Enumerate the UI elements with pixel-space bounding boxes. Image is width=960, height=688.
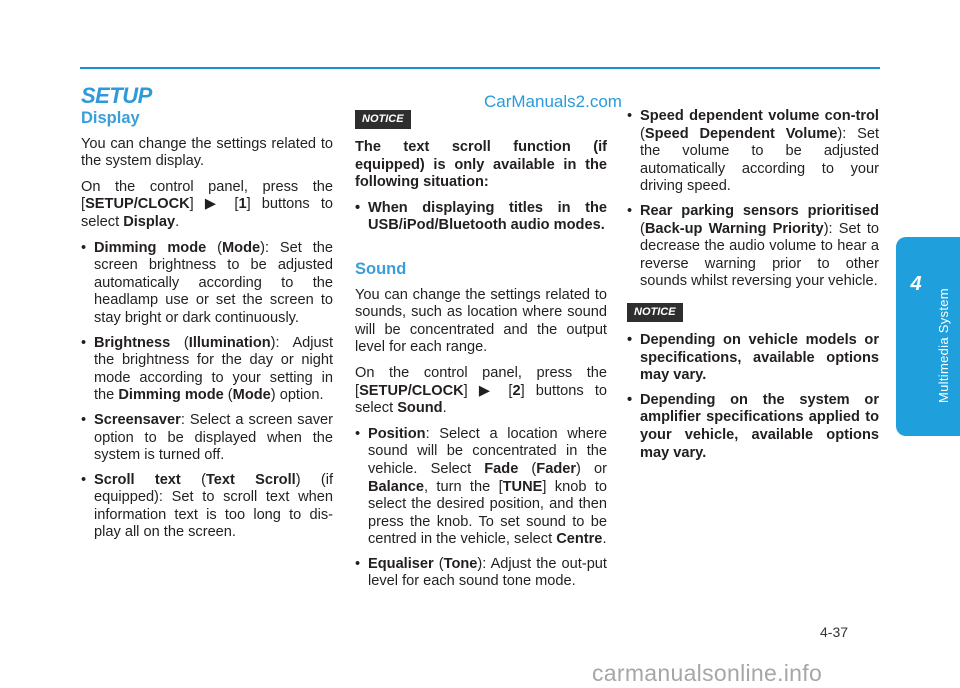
column-1 bbox=[81, 110, 333, 550]
sound-options bbox=[355, 426, 607, 591]
notice-list bbox=[627, 332, 879, 462]
chapter-tab bbox=[896, 237, 960, 436]
list-item: • Depending on the system or amplifier specifications applied to your vehicle, available options may vary. bbox=[627, 392, 879, 462]
sound-options-cont bbox=[627, 108, 879, 291]
notice-label: NOTICE bbox=[627, 303, 683, 322]
list-item: • Position: Select a location where sound will be concentrated in the vehicle. Select Fade (Fader) or Balance, turn the [TUNE] knob to select the desired position, and then press the knob. To set sound to be centred in the vehicle, select Centre. bbox=[355, 426, 607, 549]
list-item: • Depending on vehicle models or specifications, available options may vary. bbox=[627, 332, 879, 385]
display-instruction: On the control panel, press the [SETUP/CLOCK] ▶ [1] buttons to select Display. bbox=[81, 178, 333, 230]
watermark-top: CarManuals2.com bbox=[484, 92, 622, 111]
notice-label: NOTICE bbox=[355, 110, 411, 129]
list-item: • Brightness (Illumination): Adjust the brightness for the day or night mode according to your setting in the Dimming mode (Mode) option. bbox=[81, 335, 333, 405]
display-intro: You can change the settings related to the system display. bbox=[81, 135, 333, 170]
top-rule bbox=[80, 67, 880, 69]
chapter-number: 4 bbox=[910, 273, 922, 295]
list-item: • When displaying titles in the USB/iPod/Bluetooth audio modes. bbox=[355, 200, 607, 235]
list-item: • Screensaver: Select a screen saver option to be displayed when the system is turned off. bbox=[81, 412, 333, 465]
list-item: • Speed dependent volume con-trol (Speed Dependent Volume): Set the volume to be adjusted automatically according to your driving speed. bbox=[627, 108, 879, 196]
display-heading: Display bbox=[81, 109, 140, 127]
chapter-title: Multimedia System bbox=[936, 288, 951, 403]
list-item: • Scroll text (Text Scroll) (if equipped): Set to scroll text when information text is too long to dis-play all on the screen. bbox=[81, 472, 333, 542]
watermark-bottom: carmanualsonline.info bbox=[592, 660, 823, 686]
list-item: • Equaliser (Tone): Adjust the out-put level for each sound tone mode. bbox=[355, 556, 607, 591]
notice-text: The text scroll function (if equipped) is only available in the following situation: bbox=[355, 139, 607, 191]
column-2 bbox=[355, 110, 607, 599]
notice-list bbox=[355, 200, 607, 235]
sound-instruction: On the control panel, press the [SETUP/CLOCK] ▶ [2] buttons to select Sound. bbox=[355, 364, 607, 417]
page-number: 4-37 bbox=[820, 624, 849, 640]
list-item: • Rear parking sensors prioritised (Back-up Warning Priority): Set to decrease the audio volume to hear a reverse warning prior to other sounds whilst reversing your vehicle. bbox=[627, 203, 879, 291]
list-item: • Dimming mode (Mode): Set the screen brightness to be adjusted automatically according to the headlamp use or set the screen to stay bright or dark continuously. bbox=[81, 240, 333, 328]
sound-heading: Sound bbox=[355, 259, 407, 278]
sound-intro: You can change the settings related to sounds, such as location where sound will be concentrated and the output level for each range. bbox=[355, 286, 607, 356]
display-options bbox=[81, 240, 333, 543]
section-title: SETUP bbox=[81, 83, 152, 108]
column-3 bbox=[627, 108, 879, 470]
